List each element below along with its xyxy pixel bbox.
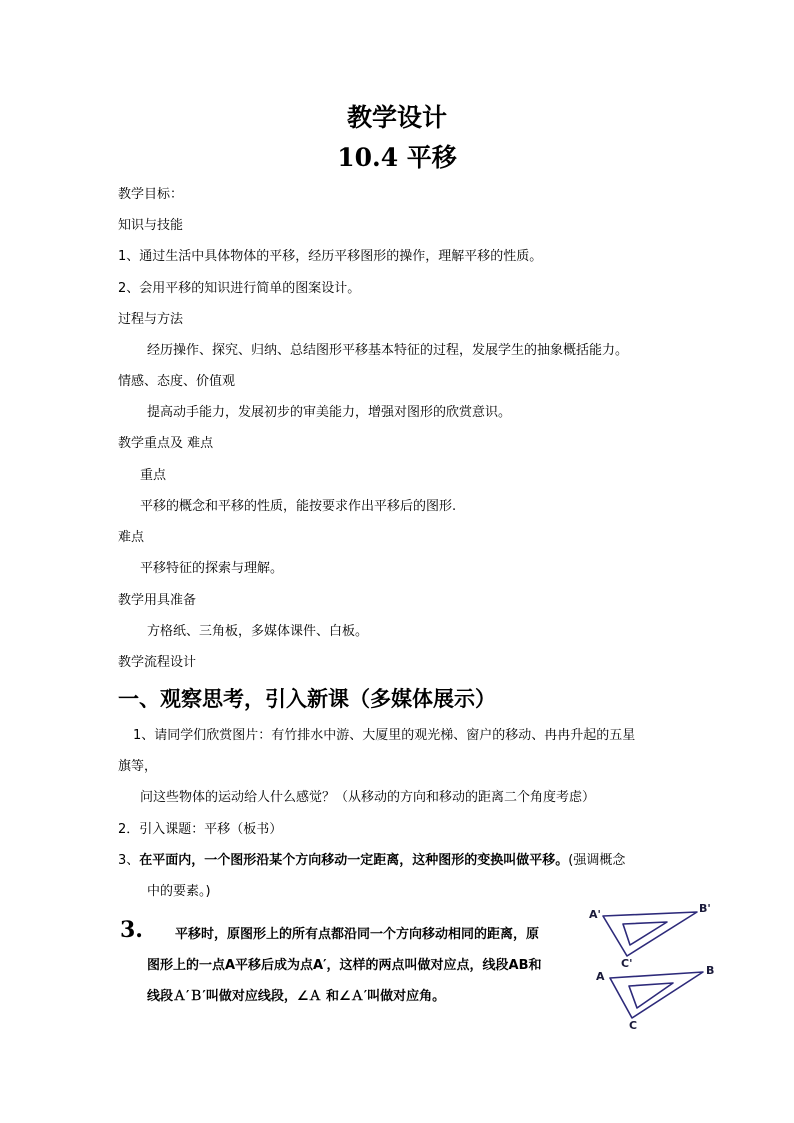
translated-triangle-inner: [623, 922, 667, 945]
knowledge-item-1: 1、通过生活中具体物体的平移，经历平移图形的操作，理解平移的性质。: [118, 249, 543, 264]
difficulty-heading: 难点: [118, 530, 145, 545]
label-b: B: [706, 964, 715, 977]
flow-heading: 教学流程设计: [118, 655, 197, 670]
flow-item-3-line-1: [118, 852, 625, 870]
tools-text: 方格纸、三角板，多媒体课件、白板。: [147, 624, 369, 639]
knowledge-item-2: 2、会用平移的知识进行简单的图案设计。: [118, 281, 361, 296]
label-c-prime: C': [621, 957, 633, 970]
tools-heading: 教学用具准备: [118, 593, 197, 608]
key-points-heading: 教学重点及 难点: [118, 436, 214, 451]
emotion-text: 提高动手能力，发展初步的审美能力，增强对图形的欣赏意识。: [147, 405, 512, 420]
label-a-prime: A': [589, 908, 601, 921]
section-number-3: 3.: [120, 917, 143, 943]
translation-definition: 在平面内，一个图形沿某个方向移动一定距离，这种图形的变换叫做平移。: [139, 853, 569, 868]
flow-item-3-prefix: 3、: [118, 853, 140, 868]
focus-text: 平移的概念和平移的性质，能按要求作出平移后的图形.: [140, 499, 457, 514]
property-line-3: 线段Ａ′Ｂ′叫做对应线段，∠Ａ 和∠Ａ′叫做对应角。: [147, 989, 446, 1004]
flow-item-1-line-1: 1、请同学们欣赏图片：有竹排水中游、大厦里的观光梯、窗户的移动、冉冉升起的五星: [133, 728, 636, 743]
flow-item-3-suffix: (强调概念: [568, 853, 626, 868]
flow-item-1-line-3: 问这些物体的运动给人什么感觉？（从移动的方向和移动的距离二个角度考虑）: [140, 790, 596, 805]
translation-triangles-figure: [585, 898, 735, 1033]
label-c: C: [629, 1019, 638, 1032]
flow-item-2: 2．引入课题：平移（板书）: [118, 822, 283, 837]
flow-item-1-line-2: 旗等，: [118, 759, 158, 774]
emotion-heading: 情感、态度、价值观: [118, 374, 236, 389]
objectives-heading: 教学目标：: [118, 187, 184, 202]
translated-triangle-outer: [603, 912, 697, 956]
property-line-1: 平移时，原图形上的所有点都沿同一个方向移动相同的距离，原: [175, 927, 540, 942]
focus-heading: 重点: [140, 468, 167, 483]
property-line-2: 图形上的一点A平移后成为点A′，这样的两点叫做对应点，线段AB和: [147, 958, 542, 973]
process-text: 经历操作、探究、归纳、总结图形平移基本特征的过程，发展学生的抽象概括能力。: [147, 343, 629, 358]
document-subtitle: 10.4 平移: [337, 143, 457, 172]
document-title: 教学设计: [346, 103, 447, 132]
difficulty-text: 平移特征的探索与理解。: [140, 561, 284, 576]
knowledge-heading: 知识与技能: [118, 218, 184, 233]
label-b-prime: B': [699, 902, 711, 915]
section-1-heading: 一、观察思考，引入新课（多媒体展示）: [118, 686, 496, 711]
flow-item-3-line-2: 中的要素。): [147, 884, 211, 899]
process-heading: 过程与方法: [118, 312, 184, 327]
label-a: A: [596, 970, 605, 983]
